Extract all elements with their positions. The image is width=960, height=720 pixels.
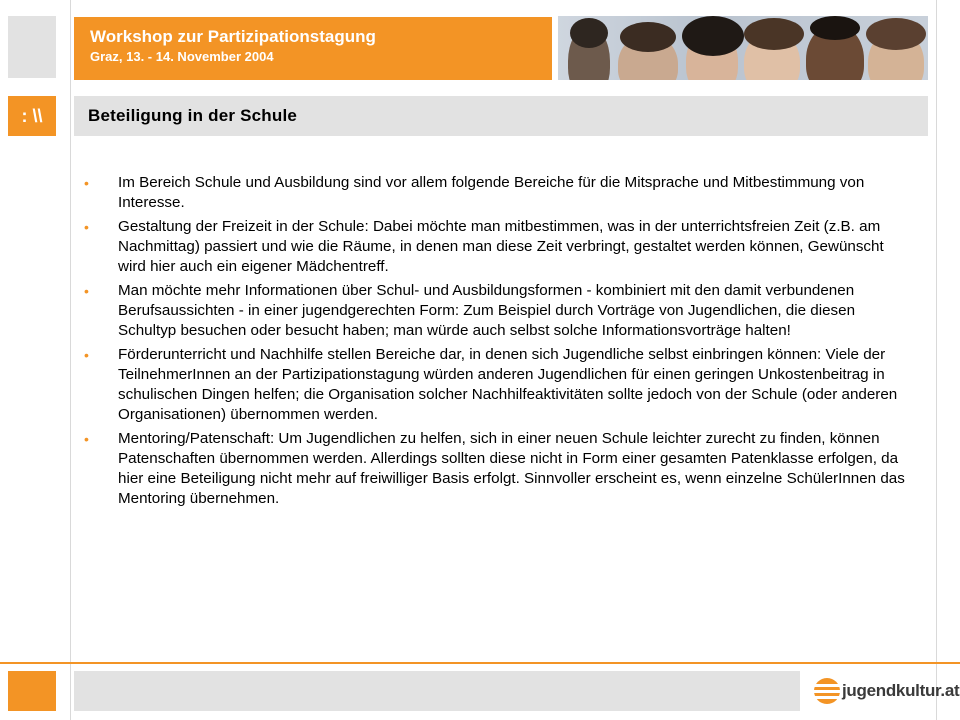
divider-left — [70, 0, 71, 720]
logo-swoosh-icon — [812, 674, 842, 708]
bullet-icon: • — [84, 283, 89, 299]
slide-subtitle: Graz, 13. - 14. November 2004 — [90, 49, 274, 64]
list-item — [84, 281, 914, 341]
list-item-text: Mentoring/Patenschaft: Um Jugendlichen zu helfen, sich in einer neuen Schule leichter zurecht zu finden, können Patenschaften übernommen werden. Allerdings sollten diese nicht in Form einer gesamten Patenklasse erfolgen, da hier eine Beteiligung nicht mehr auf freiwilliger Basis erfolgt. Sinnvoller erscheint es, wenn einzelne SchülerInnen das Mentoring übernehmen. — [118, 430, 905, 507]
bullet-icon: • — [84, 175, 89, 191]
bullet-list — [84, 173, 914, 509]
footer-marker — [8, 671, 56, 711]
title-banner — [74, 17, 552, 80]
content-area — [84, 173, 914, 513]
divider-right — [936, 0, 937, 720]
slide-title: Workshop zur Partizipationstagung — [90, 27, 376, 46]
list-item-text: Man möchte mehr Informationen über Schul- und Ausbildungsformen - kombiniert mit den damit verbundenen Berufsaussichten - in einer jugendgerechten Form: Zum Beispiel durch Vorträge von Jugendlichen, die diesen Schultyp besuchen oder besucht haben; man würde auch selbst solche Informationsvorträge halten! — [118, 282, 856, 339]
list-item-text: Förderunterricht und Nachhilfe stellen Bereiche dar, in denen sich Jugendliche selbst einbringen können: Viele der TeilnehmerInnen an der Partizipationstagung würden anderen Jugendlichen für einen geringen Unkostenbeitrag in schulischen Dingen helfen; die Organisation solcher Nachhilfeaktivitäten sollte jedoch von der Schule (oder anderen Organisationen) übernommen werden. — [118, 346, 898, 423]
corner-box — [8, 16, 56, 78]
header-photo — [558, 16, 928, 80]
jugendkultur-logo — [812, 674, 960, 708]
list-item-text: Im Bereich Schule und Ausbildung sind vor allem folgende Bereiche für die Mitsprache und Mitbestimmung von Interesse. — [118, 174, 865, 211]
list-item-text: Gestaltung der Freizeit in der Schule: Dabei möchte man mitbestimmen, was in der unterrichtsfreien Zeit (z.B. am Nachmittag) passiert und wie die Räume, in denen man diese Zeit verbringt, gestaltet werden können, Gewünscht wird hier auch ein eigener Mädchentreff. — [118, 218, 884, 275]
footer-divider — [0, 662, 960, 664]
logo-text: jugendkultur.at — [842, 681, 960, 700]
bullet-icon: • — [84, 431, 89, 447]
list-item — [84, 429, 914, 509]
list-item — [84, 345, 914, 425]
bullet-icon: • — [84, 219, 89, 235]
section-heading: Beteiligung in der Schule — [74, 96, 928, 136]
section-marker: : \\ — [8, 96, 56, 136]
bullet-icon: • — [84, 347, 89, 363]
list-item — [84, 173, 914, 213]
footer-bar — [74, 671, 800, 711]
list-item — [84, 217, 914, 277]
